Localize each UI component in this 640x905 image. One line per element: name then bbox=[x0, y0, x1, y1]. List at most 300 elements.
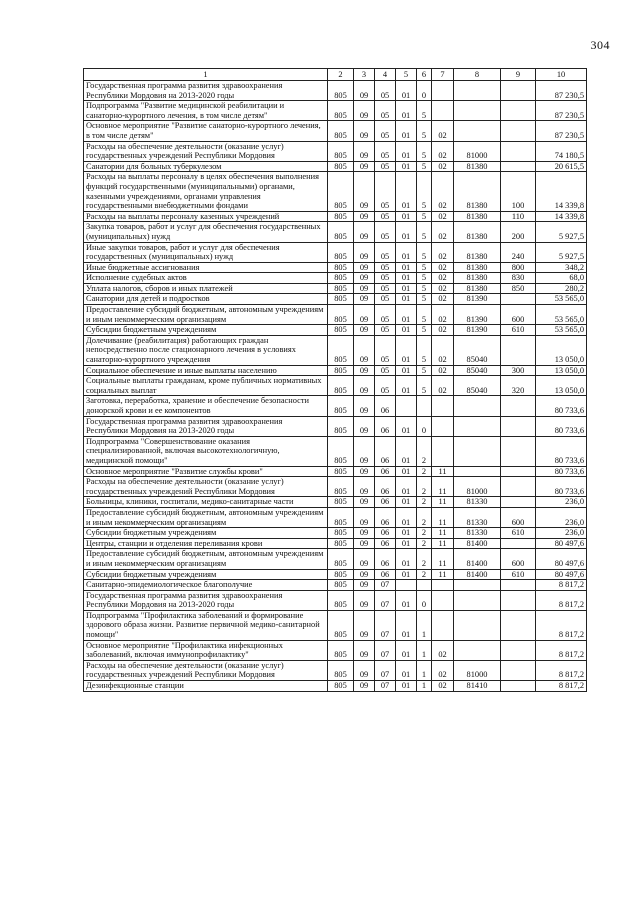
table-row bbox=[84, 101, 587, 121]
table-row bbox=[84, 538, 587, 549]
table-row bbox=[84, 294, 587, 305]
table-row bbox=[84, 211, 587, 222]
expense-type-code: 110 bbox=[501, 211, 536, 222]
subsection-code: 05 bbox=[375, 335, 396, 365]
program-code: 01 bbox=[396, 376, 417, 396]
table-row bbox=[84, 549, 587, 569]
event-code: 02 bbox=[432, 325, 454, 336]
row-name: Предоставление субсидий бюджетным, автономным учреждениям и иным некоммерческим организациям bbox=[84, 507, 328, 527]
expense-type-code bbox=[501, 497, 536, 508]
subsection-code: 07 bbox=[375, 640, 396, 660]
event-code: 02 bbox=[432, 141, 454, 161]
row-name: Расходы на обеспечение деятельности (оказание услуг) государственных учреждений Республики Мордовия bbox=[84, 660, 328, 680]
event-code: 11 bbox=[432, 569, 454, 580]
subprogram-code: 5 bbox=[417, 141, 432, 161]
program-code: 01 bbox=[396, 528, 417, 539]
row-name: Социальное обеспечение и иные выплаты населению bbox=[84, 365, 328, 376]
event-code: 02 bbox=[432, 283, 454, 294]
section-code: 09 bbox=[354, 610, 375, 640]
target-code: 81410 bbox=[454, 681, 501, 692]
row-name: Субсидии бюджетным учреждениям bbox=[84, 325, 328, 336]
program-code: 01 bbox=[396, 242, 417, 262]
expense-type-code: 800 bbox=[501, 262, 536, 273]
header-col-7: 7 bbox=[432, 69, 454, 81]
section-code: 09 bbox=[354, 283, 375, 294]
target-code: 81390 bbox=[454, 305, 501, 325]
header-col-5: 5 bbox=[396, 69, 417, 81]
section-code: 09 bbox=[354, 477, 375, 497]
subprogram-code: 5 bbox=[417, 222, 432, 242]
amount: 80 733,6 bbox=[536, 436, 587, 466]
ministry-code: 805 bbox=[328, 376, 354, 396]
expense-type-code: 320 bbox=[501, 376, 536, 396]
subsection-code: 06 bbox=[375, 466, 396, 477]
subsection-code: 05 bbox=[375, 305, 396, 325]
event-code: 02 bbox=[432, 262, 454, 273]
amount: 8 817,2 bbox=[536, 580, 587, 591]
section-code: 09 bbox=[354, 416, 375, 436]
subprogram-code: 1 bbox=[417, 660, 432, 680]
subprogram-code: 2 bbox=[417, 477, 432, 497]
subprogram-code: 5 bbox=[417, 305, 432, 325]
subprogram-code: 1 bbox=[417, 640, 432, 660]
event-code bbox=[432, 590, 454, 610]
event-code: 02 bbox=[432, 640, 454, 660]
table-row bbox=[84, 325, 587, 336]
subsection-code: 05 bbox=[375, 121, 396, 141]
header-col-9: 9 bbox=[501, 69, 536, 81]
program-code: 01 bbox=[396, 141, 417, 161]
target-code bbox=[454, 416, 501, 436]
amount: 53 565,0 bbox=[536, 294, 587, 305]
amount: 80 733,6 bbox=[536, 466, 587, 477]
program-code: 01 bbox=[396, 497, 417, 508]
event-code: 02 bbox=[432, 660, 454, 680]
expense-type-code bbox=[501, 538, 536, 549]
expense-type-code: 610 bbox=[501, 325, 536, 336]
amount: 68,0 bbox=[536, 273, 587, 284]
amount: 236,0 bbox=[536, 528, 587, 539]
header-row bbox=[84, 69, 587, 81]
row-name: Закупка товаров, работ и услуг для обеспечения государственных (муниципальных) нужд bbox=[84, 222, 328, 242]
section-code: 09 bbox=[354, 396, 375, 416]
row-name: Долечивание (реабилитация) работающих граждан непосредственно после стационарного лечения в условиях санаторно-курортного учреждения bbox=[84, 335, 328, 365]
expense-type-code: 240 bbox=[501, 242, 536, 262]
target-code bbox=[454, 466, 501, 477]
row-name: Расходы на выплаты персоналу в целях обеспечения выполнения функций государственными (муниципальными) органами, казенными учреждениями, органами управления государственными внебюджетными фондами bbox=[84, 172, 328, 211]
program-code: 01 bbox=[396, 222, 417, 242]
program-code: 01 bbox=[396, 211, 417, 222]
subprogram-code: 1 bbox=[417, 610, 432, 640]
amount: 20 615,5 bbox=[536, 161, 587, 172]
amount: 80 497,6 bbox=[536, 569, 587, 580]
event-code: 02 bbox=[432, 161, 454, 172]
table-row bbox=[84, 262, 587, 273]
table-row bbox=[84, 283, 587, 294]
target-code: 81000 bbox=[454, 660, 501, 680]
table-row bbox=[84, 81, 587, 101]
amount: 5 927,5 bbox=[536, 242, 587, 262]
ministry-code: 805 bbox=[328, 172, 354, 211]
row-name: Санитарно-эпидемиологическое благополучие bbox=[84, 580, 328, 591]
subsection-code: 05 bbox=[375, 81, 396, 101]
section-code: 09 bbox=[354, 273, 375, 284]
ministry-code: 805 bbox=[328, 294, 354, 305]
target-code bbox=[454, 640, 501, 660]
expense-type-code: 200 bbox=[501, 222, 536, 242]
event-code: 02 bbox=[432, 681, 454, 692]
row-name: Социальные выплаты гражданам, кроме публичных нормативных социальных выплат bbox=[84, 376, 328, 396]
section-code: 09 bbox=[354, 580, 375, 591]
amount: 13 050,0 bbox=[536, 365, 587, 376]
event-code: 02 bbox=[432, 305, 454, 325]
ministry-code: 805 bbox=[328, 640, 354, 660]
subsection-code: 05 bbox=[375, 283, 396, 294]
event-code: 02 bbox=[432, 376, 454, 396]
subsection-code: 06 bbox=[375, 416, 396, 436]
amount: 87 230,5 bbox=[536, 81, 587, 101]
section-code: 09 bbox=[354, 161, 375, 172]
subsection-code: 05 bbox=[375, 365, 396, 376]
expense-type-code bbox=[501, 580, 536, 591]
subprogram-code: 0 bbox=[417, 590, 432, 610]
target-code: 81380 bbox=[454, 172, 501, 211]
subprogram-code: 2 bbox=[417, 538, 432, 549]
section-code: 09 bbox=[354, 121, 375, 141]
event-code: 02 bbox=[432, 172, 454, 211]
amount: 80 733,6 bbox=[536, 416, 587, 436]
subprogram-code: 5 bbox=[417, 101, 432, 121]
target-code bbox=[454, 121, 501, 141]
amount: 280,2 bbox=[536, 283, 587, 294]
section-code: 09 bbox=[354, 528, 375, 539]
row-name: Государственная программа развития здравоохранения Республики Мордовия на 2013-2020 годы bbox=[84, 590, 328, 610]
amount: 80 497,6 bbox=[536, 549, 587, 569]
table-row bbox=[84, 436, 587, 466]
event-code: 11 bbox=[432, 549, 454, 569]
table-row bbox=[84, 365, 587, 376]
table-row bbox=[84, 528, 587, 539]
event-code: 11 bbox=[432, 528, 454, 539]
target-code: 81330 bbox=[454, 528, 501, 539]
expense-type-code bbox=[501, 396, 536, 416]
section-code: 09 bbox=[354, 172, 375, 211]
table-row bbox=[84, 660, 587, 680]
program-code: 01 bbox=[396, 161, 417, 172]
row-name: Дезинфекционные станции bbox=[84, 681, 328, 692]
target-code: 85040 bbox=[454, 365, 501, 376]
ministry-code: 805 bbox=[328, 242, 354, 262]
program-code: 01 bbox=[396, 262, 417, 273]
subsection-code: 05 bbox=[375, 222, 396, 242]
subprogram-code: 2 bbox=[417, 549, 432, 569]
row-name: Расходы на обеспечение деятельности (оказание услуг) государственных учреждений Республики Мордовия bbox=[84, 477, 328, 497]
expense-type-code bbox=[501, 660, 536, 680]
amount: 8 817,2 bbox=[536, 681, 587, 692]
program-code: 01 bbox=[396, 283, 417, 294]
table-row bbox=[84, 396, 587, 416]
amount: 80 733,6 bbox=[536, 477, 587, 497]
subsection-code: 05 bbox=[375, 172, 396, 211]
subsection-code: 06 bbox=[375, 528, 396, 539]
expense-type-code bbox=[501, 436, 536, 466]
expense-type-code bbox=[501, 640, 536, 660]
row-name: Подпрограмма "Развитие медицинской реабилитации и санаторно-курортного лечения, в том числе детям" bbox=[84, 101, 328, 121]
subprogram-code: 2 bbox=[417, 569, 432, 580]
event-code bbox=[432, 436, 454, 466]
row-name: Заготовка, переработка, хранение и обеспечение безопасности донорской крови и ее компонентов bbox=[84, 396, 328, 416]
target-code bbox=[454, 81, 501, 101]
row-name: Санатории для детей и подростков bbox=[84, 294, 328, 305]
row-name: Основное мероприятие "Развитие службы крови" bbox=[84, 466, 328, 477]
target-code: 81400 bbox=[454, 549, 501, 569]
row-name: Субсидии бюджетным учреждениям bbox=[84, 569, 328, 580]
target-code bbox=[454, 101, 501, 121]
event-code bbox=[432, 580, 454, 591]
subsection-code: 06 bbox=[375, 396, 396, 416]
table-row bbox=[84, 569, 587, 580]
event-code: 02 bbox=[432, 222, 454, 242]
amount: 74 180,5 bbox=[536, 141, 587, 161]
ministry-code: 805 bbox=[328, 101, 354, 121]
section-code: 09 bbox=[354, 81, 375, 101]
program-code: 01 bbox=[396, 273, 417, 284]
row-name: Расходы на обеспечение деятельности (оказание услуг) государственных учреждений Республики Мордовия bbox=[84, 141, 328, 161]
subprogram-code: 0 bbox=[417, 416, 432, 436]
event-code: 11 bbox=[432, 507, 454, 527]
table-row bbox=[84, 416, 587, 436]
event-code: 11 bbox=[432, 538, 454, 549]
row-name: Расходы на выплаты персоналу казенных учреждений bbox=[84, 211, 328, 222]
subprogram-code: 5 bbox=[417, 335, 432, 365]
subprogram-code: 5 bbox=[417, 376, 432, 396]
event-code bbox=[432, 101, 454, 121]
header-col-1: 1 bbox=[84, 69, 328, 81]
subprogram-code: 5 bbox=[417, 211, 432, 222]
expense-type-code bbox=[501, 466, 536, 477]
row-name: Подпрограмма "Совершенствование оказания специализированной, включая высокотехнологичную, медицинской помощи" bbox=[84, 436, 328, 466]
section-code: 09 bbox=[354, 294, 375, 305]
program-code bbox=[396, 396, 417, 416]
header-col-10: 10 bbox=[536, 69, 587, 81]
program-code: 01 bbox=[396, 660, 417, 680]
ministry-code: 805 bbox=[328, 660, 354, 680]
subsection-code: 07 bbox=[375, 590, 396, 610]
subprogram-code: 2 bbox=[417, 528, 432, 539]
event-code: 02 bbox=[432, 121, 454, 141]
target-code: 81000 bbox=[454, 477, 501, 497]
table-row bbox=[84, 477, 587, 497]
amount: 13 050,0 bbox=[536, 376, 587, 396]
ministry-code: 805 bbox=[328, 305, 354, 325]
target-code: 81390 bbox=[454, 294, 501, 305]
subprogram-code: 5 bbox=[417, 242, 432, 262]
target-code: 81400 bbox=[454, 538, 501, 549]
ministry-code: 805 bbox=[328, 497, 354, 508]
event-code: 02 bbox=[432, 273, 454, 284]
subsection-code: 05 bbox=[375, 141, 396, 161]
section-code: 09 bbox=[354, 222, 375, 242]
event-code bbox=[432, 416, 454, 436]
ministry-code: 805 bbox=[328, 222, 354, 242]
amount: 80 497,6 bbox=[536, 538, 587, 549]
row-name: Иные закупки товаров, работ и услуг для обеспечения государственных (муниципальных) нужд bbox=[84, 242, 328, 262]
event-code: 02 bbox=[432, 335, 454, 365]
section-code: 09 bbox=[354, 101, 375, 121]
amount: 80 733,6 bbox=[536, 396, 587, 416]
row-name: Предоставление субсидий бюджетным, автономным учреждениям и иным некоммерческим организациям bbox=[84, 305, 328, 325]
ministry-code: 805 bbox=[328, 466, 354, 477]
ministry-code: 805 bbox=[328, 161, 354, 172]
amount: 53 565,0 bbox=[536, 325, 587, 336]
row-name: Государственная программа развития здравоохранения Республики Мордовия на 2013-2020 годы bbox=[84, 416, 328, 436]
section-code: 09 bbox=[354, 569, 375, 580]
target-code: 81380 bbox=[454, 211, 501, 222]
subsection-code: 05 bbox=[375, 294, 396, 305]
expense-type-code bbox=[501, 681, 536, 692]
event-code: 11 bbox=[432, 497, 454, 508]
program-code: 01 bbox=[396, 172, 417, 211]
expense-type-code bbox=[501, 610, 536, 640]
event-code: 02 bbox=[432, 365, 454, 376]
target-code: 81380 bbox=[454, 283, 501, 294]
section-code: 09 bbox=[354, 141, 375, 161]
program-code: 01 bbox=[396, 81, 417, 101]
ministry-code: 805 bbox=[328, 507, 354, 527]
table-row bbox=[84, 590, 587, 610]
table-row bbox=[84, 242, 587, 262]
expense-type-code bbox=[501, 81, 536, 101]
ministry-code: 805 bbox=[328, 283, 354, 294]
amount: 13 050,0 bbox=[536, 335, 587, 365]
row-name: Предоставление субсидий бюджетным, автономным учреждениям и иным некоммерческим организациям bbox=[84, 549, 328, 569]
target-code: 81380 bbox=[454, 273, 501, 284]
event-code: 11 bbox=[432, 477, 454, 497]
budget-table bbox=[83, 68, 587, 692]
section-code: 09 bbox=[354, 538, 375, 549]
section-code: 09 bbox=[354, 660, 375, 680]
program-code bbox=[396, 580, 417, 591]
expense-type-code: 600 bbox=[501, 507, 536, 527]
table-row bbox=[84, 497, 587, 508]
program-code: 01 bbox=[396, 335, 417, 365]
expense-type-code bbox=[501, 101, 536, 121]
table-row bbox=[84, 580, 587, 591]
program-code: 01 bbox=[396, 121, 417, 141]
row-name: Исполнение судебных актов bbox=[84, 273, 328, 284]
subsection-code: 07 bbox=[375, 580, 396, 591]
expense-type-code: 600 bbox=[501, 549, 536, 569]
ministry-code: 805 bbox=[328, 396, 354, 416]
amount: 348,2 bbox=[536, 262, 587, 273]
table-row bbox=[84, 305, 587, 325]
program-code: 01 bbox=[396, 305, 417, 325]
subsection-code: 05 bbox=[375, 161, 396, 172]
subsection-code: 06 bbox=[375, 497, 396, 508]
subprogram-code bbox=[417, 580, 432, 591]
program-code: 01 bbox=[396, 325, 417, 336]
subsection-code: 05 bbox=[375, 242, 396, 262]
table-row bbox=[84, 681, 587, 692]
program-code: 01 bbox=[396, 640, 417, 660]
subprogram-code: 5 bbox=[417, 161, 432, 172]
subsection-code: 05 bbox=[375, 262, 396, 273]
header-col-3: 3 bbox=[354, 69, 375, 81]
ministry-code: 805 bbox=[328, 81, 354, 101]
section-code: 09 bbox=[354, 466, 375, 477]
row-name: Подпрограмма "Профилактика заболеваний и формирование здорового образа жизни. Развитие первичной медико-санитарной помощи" bbox=[84, 610, 328, 640]
section-code: 09 bbox=[354, 325, 375, 336]
ministry-code: 805 bbox=[328, 325, 354, 336]
subsection-code: 06 bbox=[375, 569, 396, 580]
event-code bbox=[432, 396, 454, 416]
program-code: 01 bbox=[396, 590, 417, 610]
event-code bbox=[432, 610, 454, 640]
ministry-code: 805 bbox=[328, 590, 354, 610]
target-code: 81380 bbox=[454, 242, 501, 262]
program-code: 01 bbox=[396, 416, 417, 436]
amount: 236,0 bbox=[536, 507, 587, 527]
subsection-code: 05 bbox=[375, 325, 396, 336]
expense-type-code bbox=[501, 141, 536, 161]
target-code: 81380 bbox=[454, 262, 501, 273]
ministry-code: 805 bbox=[328, 416, 354, 436]
amount: 8 817,2 bbox=[536, 640, 587, 660]
page-number: 304 bbox=[590, 38, 610, 52]
amount: 8 817,2 bbox=[536, 660, 587, 680]
expense-type-code bbox=[501, 161, 536, 172]
event-code: 02 bbox=[432, 294, 454, 305]
header-col-2: 2 bbox=[328, 69, 354, 81]
subsection-code: 06 bbox=[375, 436, 396, 466]
row-name: Государственная программа развития здравоохранения Республики Мордовия на 2013-2020 годы bbox=[84, 81, 328, 101]
subprogram-code: 5 bbox=[417, 294, 432, 305]
ministry-code: 805 bbox=[328, 580, 354, 591]
ministry-code: 805 bbox=[328, 528, 354, 539]
ministry-code: 805 bbox=[328, 273, 354, 284]
header-col-8: 8 bbox=[454, 69, 501, 81]
amount: 53 565,0 bbox=[536, 305, 587, 325]
table-row bbox=[84, 466, 587, 477]
expense-type-code: 300 bbox=[501, 365, 536, 376]
expense-type-code: 100 bbox=[501, 172, 536, 211]
row-name: Основное мероприятие "Профилактика инфекционных заболеваний, включая иммунопрофилактику" bbox=[84, 640, 328, 660]
subprogram-code: 5 bbox=[417, 121, 432, 141]
ministry-code: 805 bbox=[328, 262, 354, 273]
subsection-code: 07 bbox=[375, 610, 396, 640]
section-code: 09 bbox=[354, 376, 375, 396]
event-code: 02 bbox=[432, 211, 454, 222]
table-row bbox=[84, 610, 587, 640]
subprogram-code: 2 bbox=[417, 466, 432, 477]
target-code: 81380 bbox=[454, 161, 501, 172]
ministry-code: 805 bbox=[328, 335, 354, 365]
program-code: 01 bbox=[396, 365, 417, 376]
ministry-code: 805 bbox=[328, 610, 354, 640]
expense-type-code: 610 bbox=[501, 569, 536, 580]
row-name: Субсидии бюджетным учреждениям bbox=[84, 528, 328, 539]
subprogram-code: 5 bbox=[417, 325, 432, 336]
subsection-code: 05 bbox=[375, 211, 396, 222]
expense-type-code: 850 bbox=[501, 283, 536, 294]
event-code bbox=[432, 81, 454, 101]
subsection-code: 06 bbox=[375, 477, 396, 497]
amount: 8 817,2 bbox=[536, 590, 587, 610]
subprogram-code: 5 bbox=[417, 273, 432, 284]
program-code: 01 bbox=[396, 436, 417, 466]
subsection-code: 05 bbox=[375, 101, 396, 121]
event-code: 02 bbox=[432, 242, 454, 262]
